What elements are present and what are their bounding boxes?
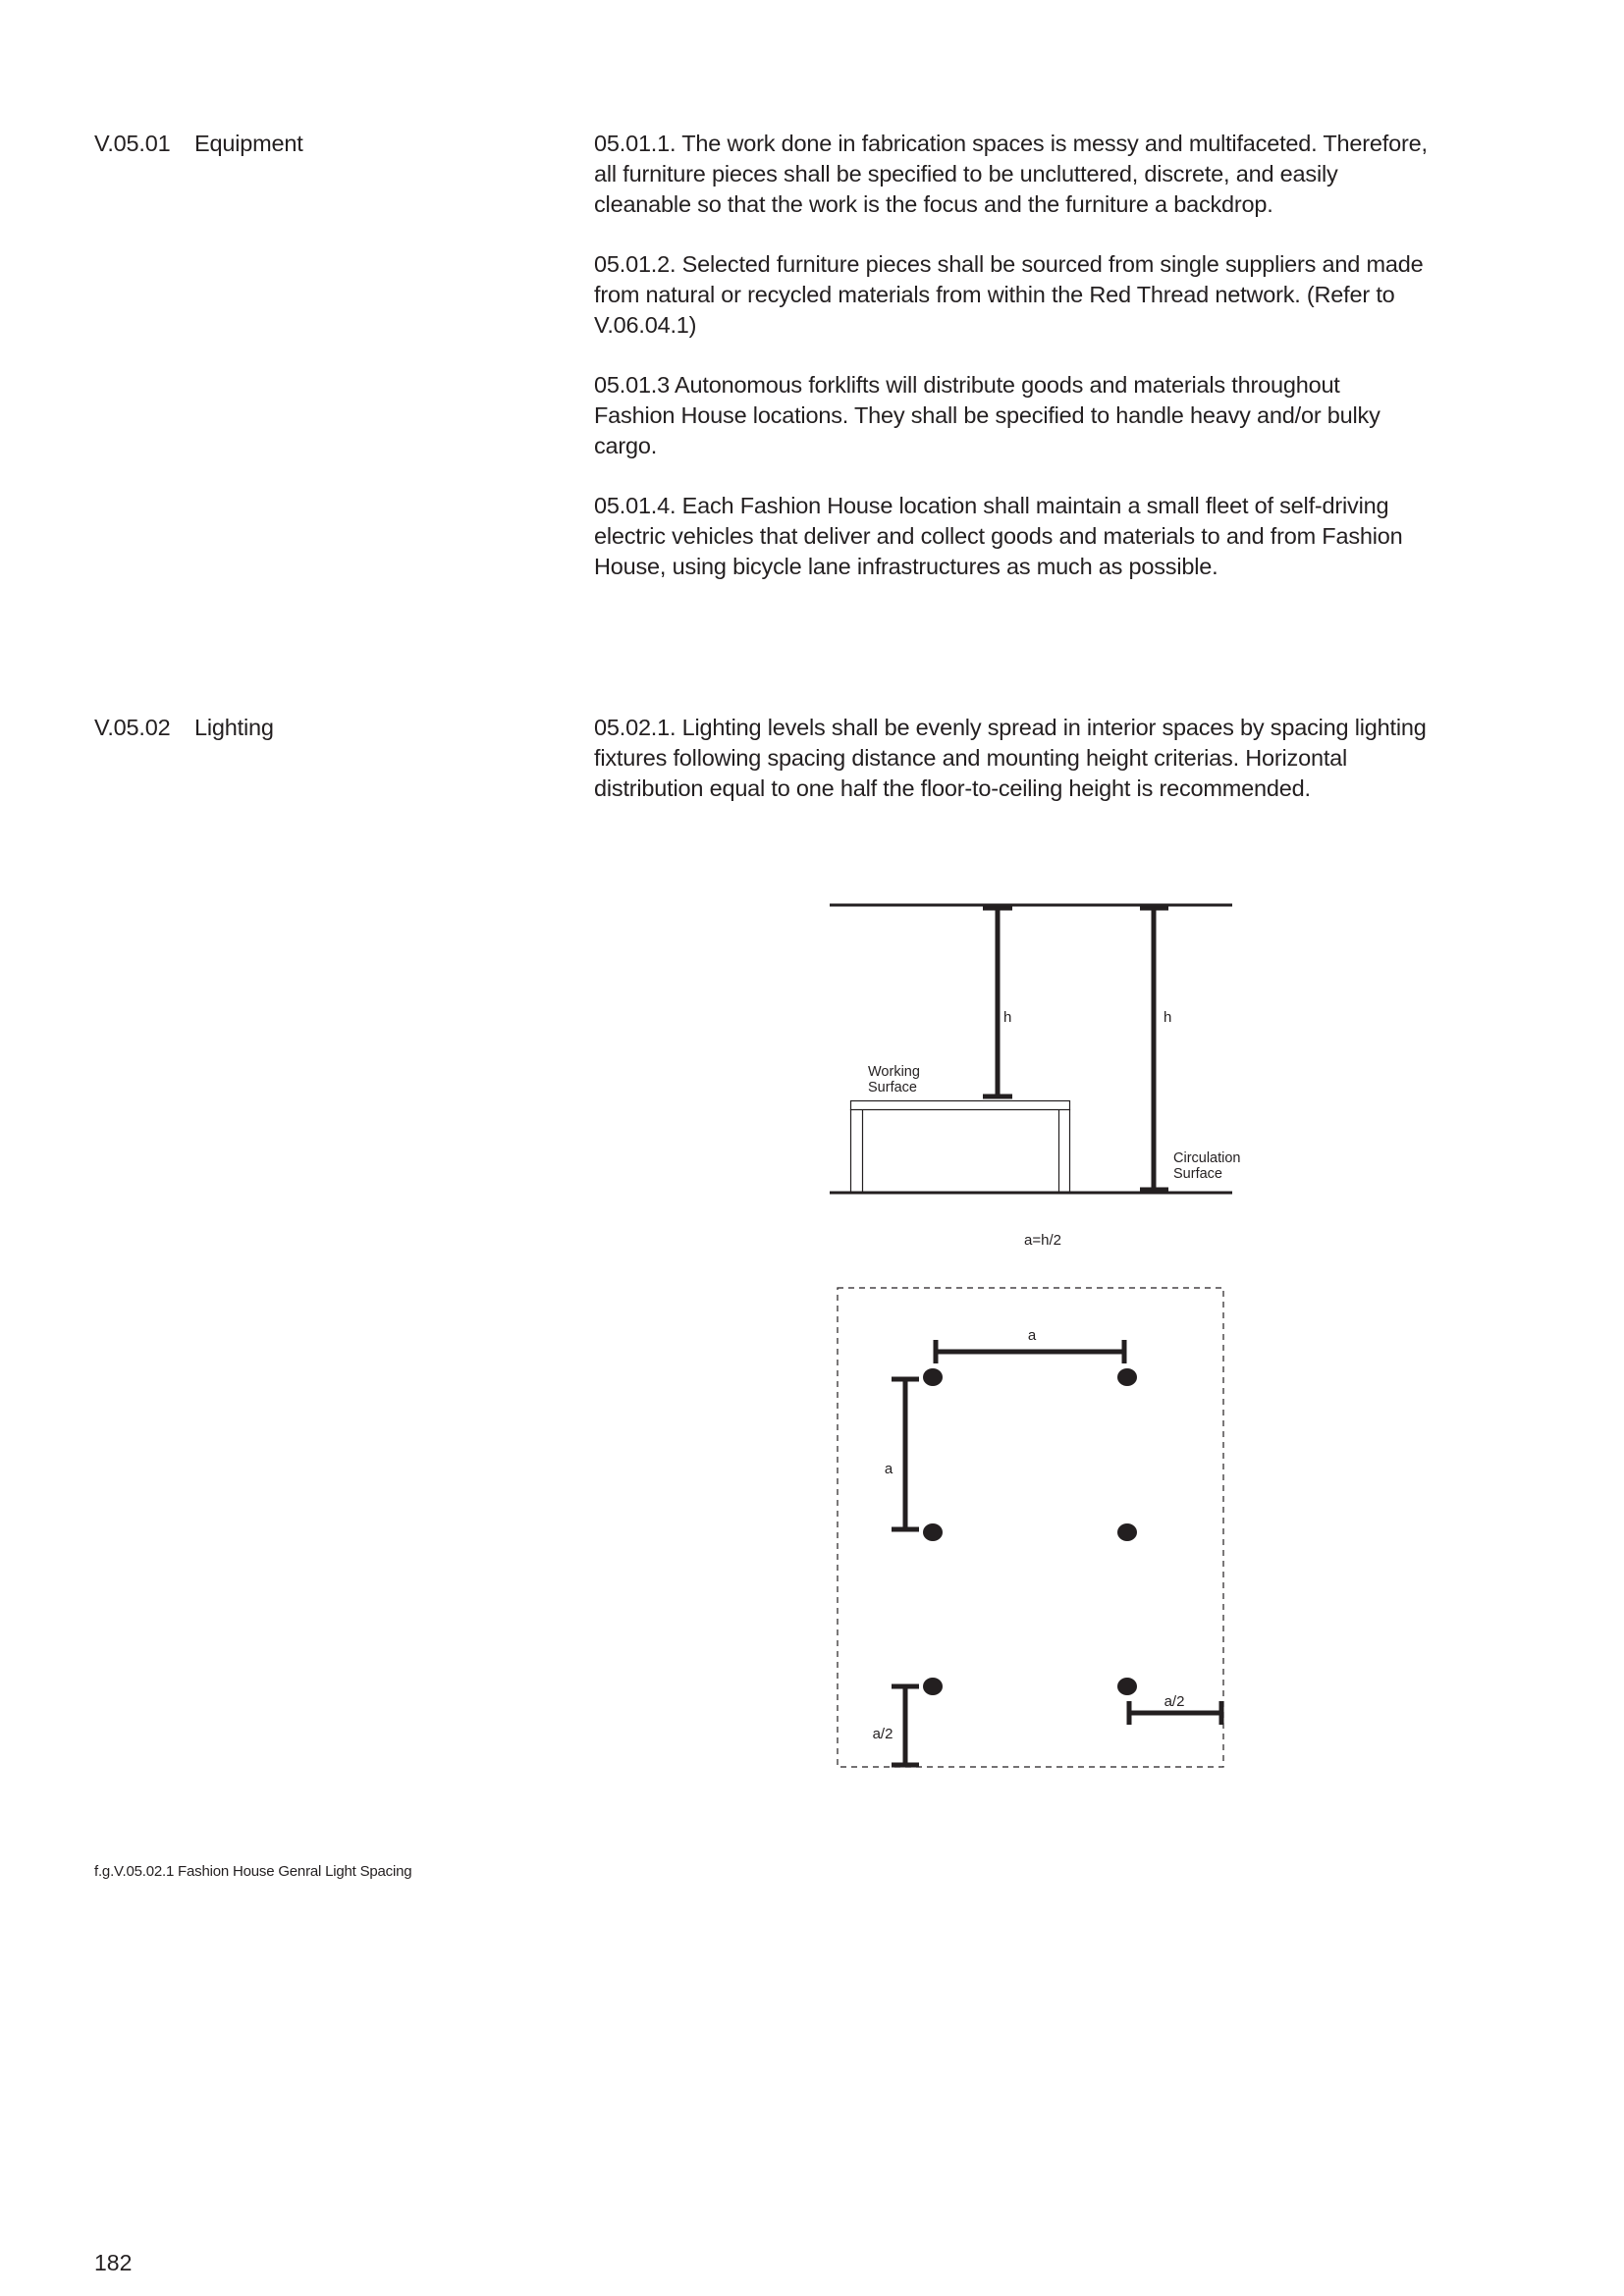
text-line: V.06.04.1) (594, 311, 697, 338)
dimension-half-vertical (892, 1686, 919, 1765)
text-line: 05.01.3 Autonomous forklifts will distribute goods and materials throughout (594, 372, 1340, 398)
text-line: electric vehicles that deliver and collect goods and materials to and from Fashion (594, 522, 1403, 549)
text-line: all furniture pieces shall be specified to be uncluttered, discrete, and easily (594, 160, 1338, 187)
light-fixture-dot (1117, 1523, 1137, 1541)
text-line: 05.02.1. Lighting levels shall be evenly spread in interior spaces by spacing lighting (594, 715, 1427, 740)
text-line: 05.01.1. The work done in fabrication spaces is messy and multifaceted. Therefore, (594, 131, 1428, 156)
label-circulation-surface: Surface (1173, 1166, 1222, 1182)
text-line: 05.01.2. Selected furniture pieces shall be sourced from single suppliers and made (594, 251, 1424, 277)
section-diagram (830, 905, 1232, 1193)
text-line: 05.01.4. Each Fashion House location shall maintain a small fleet of self-driving (594, 493, 1389, 518)
section-title: Equipment (194, 131, 303, 156)
light-fixture-dot (1117, 1368, 1137, 1386)
light-fixture-dot (1117, 1678, 1137, 1695)
section-title: Lighting (194, 715, 274, 740)
label-half-horizontal: a/2 (1164, 1693, 1185, 1710)
label-h-left: h (1003, 1009, 1012, 1026)
dimension-h-working (983, 905, 1012, 1096)
dimension-h-circulation (1140, 905, 1168, 1192)
label-circulation: Circulation (1173, 1150, 1241, 1166)
text-line: Fashion House locations. They shall be specified to handle heavy and/or bulky (594, 401, 1380, 428)
section-number: V.05.02 (94, 715, 171, 740)
light-fixture-dot (923, 1523, 943, 1541)
label-a-vertical: a (884, 1461, 893, 1477)
formula-label: a=h/2 (1024, 1232, 1061, 1249)
light-fixture-dot (923, 1368, 943, 1386)
light-fixtures (923, 1368, 1137, 1695)
label-h-right: h (1164, 1009, 1172, 1026)
light-fixture-dot (923, 1678, 943, 1695)
dimension-a-vertical (892, 1379, 919, 1529)
table (851, 1101, 1070, 1194)
label-working: Working (868, 1064, 920, 1080)
text-line: distribution equal to one half the floor-to-ceiling height is recommended. (594, 774, 1311, 801)
text-line: from natural or recycled materials from within the Red Thread network. (Refer to (594, 281, 1395, 307)
text-line: cargo. (594, 432, 658, 458)
label-half-vertical: a/2 (872, 1726, 893, 1742)
figure-caption: f.g.V.05.02.1 Fashion House Genral Light Spacing (94, 1863, 412, 1880)
text-line: House, using bicycle lane infrastructures as much as possible. (594, 553, 1218, 579)
label-working-surface: Surface (868, 1080, 917, 1095)
label-a-horizontal: a (1027, 1327, 1037, 1344)
text-line: cleanable so that the work is the focus and the furniture a backdrop. (594, 190, 1273, 217)
text-line: fixtures following spacing distance and mounting height criterias. Horizontal (594, 744, 1348, 771)
page-number: 182 (94, 2250, 133, 2275)
section-number: V.05.01 (94, 131, 171, 156)
